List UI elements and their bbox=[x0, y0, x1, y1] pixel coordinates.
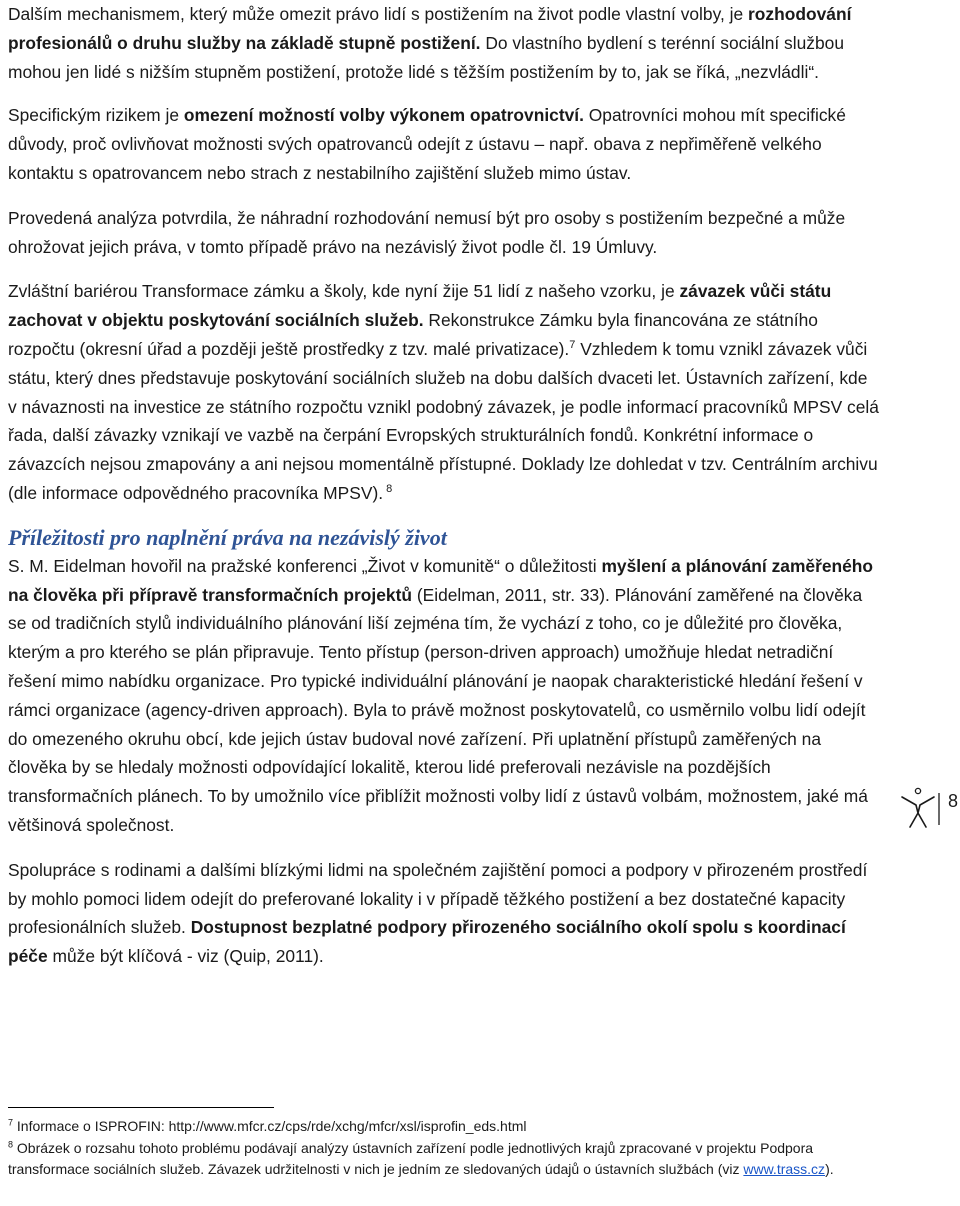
bold-text: Dostupnost bezplatné podpory přirozeného sociálního okolí spolu s koordinací péče bbox=[8, 917, 846, 967]
footnotes bbox=[8, 1116, 880, 1181]
footnote-8 bbox=[8, 1138, 880, 1181]
bold-text: závazek vůči státu zachovat v objektu poskytování sociálních služeb. bbox=[8, 281, 832, 331]
text-span: Rekonstrukce Zámku byla financována ze státního rozpočtu (okresní úřad a později ještě prostředky z tzv. malé privatizace). bbox=[8, 310, 818, 359]
footnote-text: ). bbox=[825, 1161, 834, 1177]
document-page bbox=[8, 0, 880, 971]
text-span: Do vlastního bydlení s terénní sociální službou mohou jen lidé s nižším stupněm postižení, protože lidé s těžším postižením by to, jak se říká, „nezvládli“. bbox=[8, 32, 844, 82]
paragraph-1 bbox=[8, 0, 880, 86]
footnote-separator bbox=[8, 1107, 274, 1108]
footnote-number: 8 bbox=[8, 1138, 14, 1149]
text-span: Provedená analýza potvrdila, že náhradní rozhodování nemusí být pro osoby s postižením bezpečné a může ohrožovat jejich práva, v tomto případě právo na nezávislý život podle čl. 19 Úmluvy. bbox=[8, 207, 846, 257]
footnote-ref-7[interactable]: 7 bbox=[569, 339, 576, 352]
paragraph-4 bbox=[8, 277, 880, 507]
footnote-text: Informace o ISPROFIN: http://www.mfcr.cz/cps/rde/xchg/mfcr/xsl/isprofin_eds.html bbox=[13, 1118, 527, 1134]
paragraph-3 bbox=[8, 204, 880, 262]
trass-link[interactable]: www.trass.cz bbox=[743, 1161, 826, 1177]
footnote-7 bbox=[8, 1116, 880, 1138]
text-span: S. M. Eidelman hovořil na pražské konferenci „Život v komunitě“ o důležitosti bbox=[8, 555, 602, 576]
text-span: Dalším mechanismem, který může omezit právo lidí s postižením na život podle vlastní volby, je bbox=[8, 4, 749, 24]
text-span: Zvláštní bariérou Transformace zámku a školy, kde nyní žije 51 lidí z našeho vzorku, je bbox=[8, 281, 680, 302]
bold-text: omezení možností volby výkonem opatrovnictví. bbox=[183, 105, 584, 126]
footnote-text: Obrázek o rozsahu tohoto problému podávají analýzy ústavních zařízení podle jednotlivých krajů zpracované v projektu Podpora transformace sociálních služeb. Závazek udržitelnosti v nich je jedním ze sledovaných údajů o ústavních službách (viz bbox=[8, 1139, 814, 1177]
bold-text: myšlení a plánování zaměřeného na člověka při přípravě transformačních projektů bbox=[8, 555, 874, 605]
paragraph-2 bbox=[8, 101, 880, 187]
section-heading: Příležitosti pro naplnění práva na nezávislý život bbox=[8, 524, 447, 550]
text-span: může být klíčová - viz (Quip, 2011). bbox=[47, 946, 324, 967]
footnote-ref-8[interactable]: 8 bbox=[383, 483, 393, 496]
footnote-number: 7 bbox=[8, 1117, 14, 1128]
text-span: Opatrovníci mohou mít specifické důvody, proč ovlivňovat možnosti svých opatrovanců odejít z ústavu – např. obava z nepřiměřeně velkého kontaktu s opatrovancem nebo strach z nestabilního zajištění služeb mimo ústav. bbox=[8, 105, 846, 183]
text-span: (Eidelman, 2011, str. 33). Plánování zaměřené na člověka se od tradičních stylů individuálního plánování liší zejména tím, že vychází z toho, co je důležité pro člověka, kterým a pro kterého se plán připravuje. Tento přístup (person-driven approach) umožňuje hledat netradiční řešení mimo nabídku organizace. Pro typické individuální plánování je naopak charakteristické hledání řešení v rámci organizace (agency-driven approach). Byla to právě možnost poskytovatelů, co usměrnilo volbu lidí odejít do omezeného okruhu obcí, kde jejich ústav budoval nové zařízení. Při uplatnění přístupů zaměřených na člověka by se hledaly možnosti odpovídající lokalitě, kterou lidé preferovali nezávisle na pozdějších transformačních plánech. To by umožnilo více přiblížit možnosti volby lidí z ústavů volbám, možnostem, jaké má většinová společnost. bbox=[8, 584, 868, 835]
bold-text: rozhodování profesionálů o druhu služby na základě stupně postižení. bbox=[8, 4, 852, 53]
paragraph-6 bbox=[8, 856, 880, 971]
text-span: Vzhledem k tomu vznikl závazek vůči státu, který dnes představuje poskytování sociálních služeb na dobu dalších dvaceti let. Ústavních zařízení, kde v návaznosti na investice ze státního rozpočtu vznikl podobný závazek, je podle informací pracovníků MPSV celá řada, další závazky vznikají ve vazbě na čerpání Evropských strukturálních fondů. Konkrétní informace o závazcích nejsou zmapovány a ani nejsou momentálně přístupné. Doklady lze dohledat v tzv. Centrálním archivu (dle informace odpovědného pracovníka MPSV). bbox=[8, 338, 879, 503]
text-span: Specifickým rizikem je bbox=[8, 105, 184, 126]
page-number: 8 bbox=[948, 791, 959, 811]
paragraph-5 bbox=[8, 552, 880, 840]
text-span: Spolupráce s rodinami a dalšími blízkými lidmi na společném zajištění pomoci a podpory v přirozeném prostředí by mohlo pomoci lidem odejít do preferované lokality i v případě těžkého postižení a bez dostatečné kapacity profesionálních služeb. bbox=[8, 859, 868, 938]
